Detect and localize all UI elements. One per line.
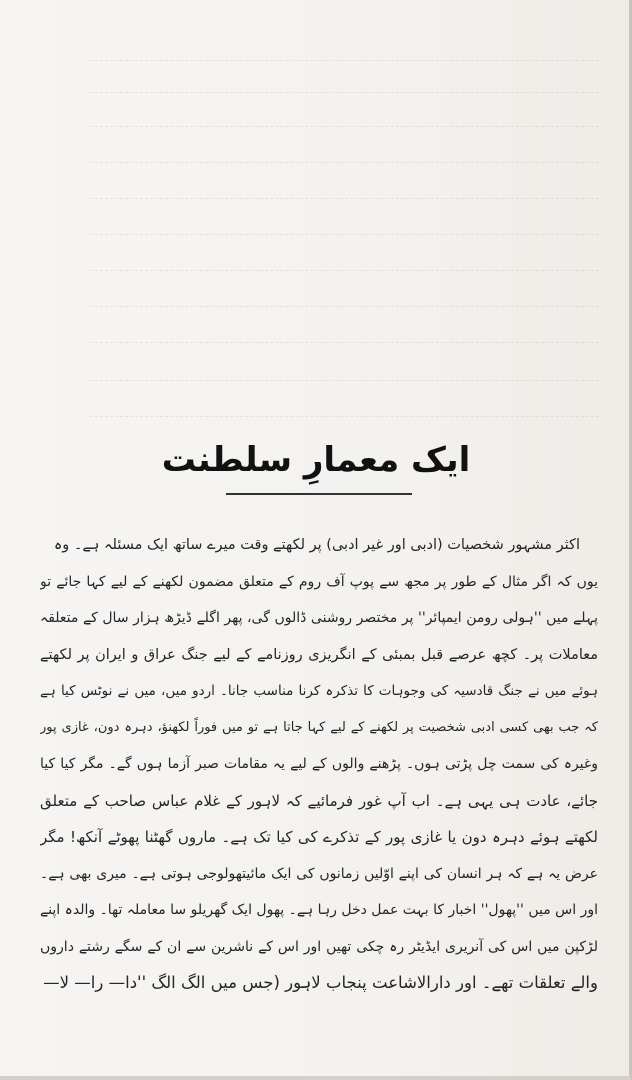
text-line: لڑکپن میں اس کی آنریری ایڈیٹر رہ چکی تھیں اور اس کے ناشرین سے ان کے سگے رشتے داروں bbox=[40, 938, 598, 955]
show-through-line bbox=[90, 306, 599, 316]
text-line: وغیرہ کی سمت چل پڑتی ہوں۔ پڑھنے والوں کے لیے یہ مقامات صبر آزما ہوں گے۔ مگر کیا کیا bbox=[40, 756, 598, 772]
show-through-line bbox=[90, 60, 599, 70]
show-through-line bbox=[90, 270, 599, 280]
text-line: عرض یہ ہے کہ ہر انسان کی اپنے اوّلیں زمانوں کی ایک مائیتھولوجی ہوتی ہے۔ میری بھی ہے۔ bbox=[40, 865, 598, 882]
text-line: یوں کہ اگر مثال کے طور پر مجھ سے پوپ آف روم کے متعلق مضمون لکھنے کے لیے کہا جائے تو bbox=[40, 573, 598, 590]
show-through-line bbox=[90, 416, 599, 426]
body-text bbox=[40, 527, 598, 1002]
title-underline bbox=[226, 493, 412, 495]
show-through-line bbox=[90, 234, 599, 244]
text-line: اور اس میں ''پھول'' اخبار کا بہت عمل دخل رہا ہے۔ پھول ایک گھریلو سا معاملہ تھا۔ والدہ اپنے bbox=[40, 902, 598, 918]
text-line: کہ جب بھی کسی ادبی شخصیت پر لکھنے کے لیے کہا جاتا ہے تو میں فوراً لکھنؤ، دہرہ دون، غازی پور bbox=[40, 719, 598, 735]
text-line: والے تعلقات تھے۔ اور دارالاشاعت پنجاب لاہور (جس میں الگ الگ ''دا— را— لا— bbox=[43, 973, 598, 992]
show-through-line bbox=[90, 380, 599, 390]
show-through-line bbox=[90, 198, 599, 208]
text-line: جائے، عادت ہی یہی ہے۔ اب آپ غور فرمائیے کہ لاہور کے غلام عباس صاحب کے متعلق bbox=[40, 791, 598, 810]
text-line: لکھتے ہوئے دہرہ دون یا غازی پور کے تذکرے کی کیا تک ہے۔ ماروں گھٹنا پھوٹے آنکھ! مگر bbox=[40, 828, 598, 846]
show-through-line bbox=[90, 162, 599, 172]
show-through-line bbox=[90, 92, 599, 102]
chapter-title: ایک معمارِ سلطنت bbox=[161, 440, 471, 480]
text-line: معاملات پر۔ کچھ عرصے قبل بمبئی کے انگریزی روزنامے کے لیے جنگ عراق و ایران پر لکھتے bbox=[40, 646, 598, 663]
text-line: اکثر مشہور شخصیات (ادبی اور غیر ادبی) پر لکھتے وقت میرے ساتھ ایک مسئلہ ہے۔ وہ bbox=[53, 537, 580, 553]
text-line: پہلے میں ''ہولی رومن ایمپائر'' پر مختصر روشنی ڈالوں گی، پھر اگلے ڈیڑھ ہزار سال کے متعلقہ bbox=[40, 610, 598, 626]
show-through-line bbox=[90, 342, 599, 352]
text-line: ہوئے میں نے جنگ قادسیہ کی وجوہات کا تذکرہ کرنا مناسب جانا۔ اردو میں، میں نے نوٹس کیا ہے bbox=[40, 683, 598, 699]
show-through-line bbox=[90, 126, 599, 136]
